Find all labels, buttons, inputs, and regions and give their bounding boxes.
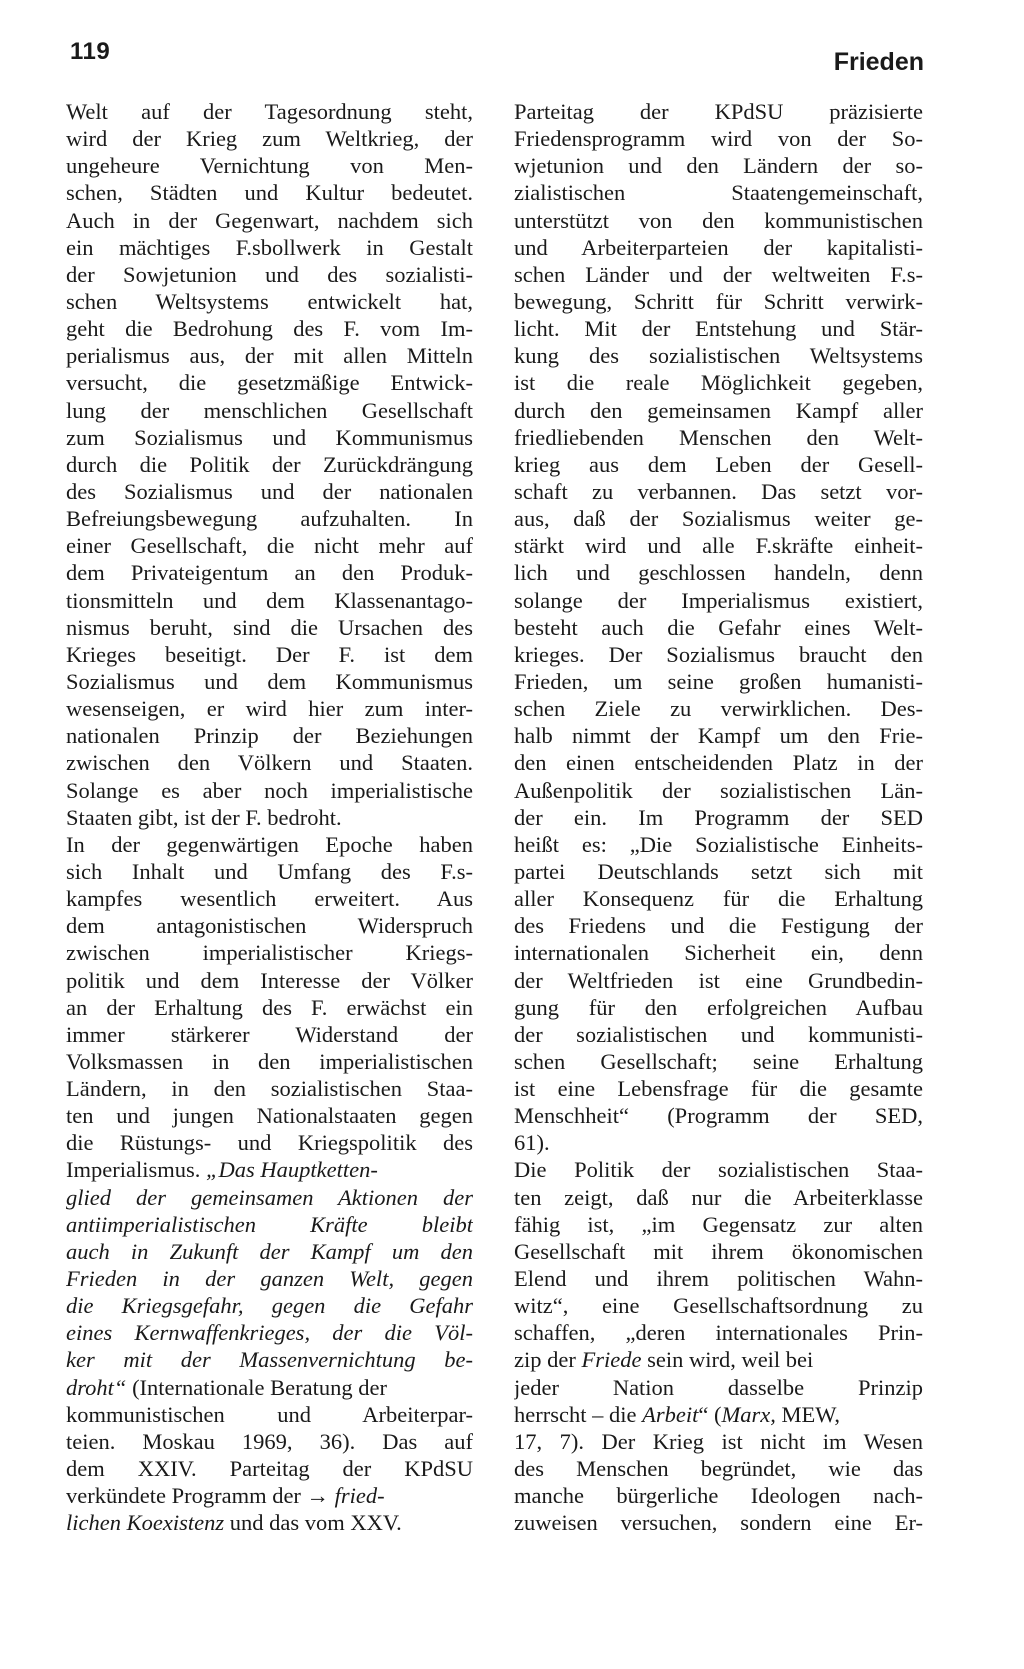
text-line: aller Konsequenz für die Erhaltung bbox=[514, 886, 923, 912]
text-line: Gesellschaft mit ihrem ökonomischen bbox=[514, 1238, 923, 1264]
text-line: Welt auf der Tagesordnung steht, bbox=[66, 99, 473, 124]
emphasis-span: Friede bbox=[581, 1347, 642, 1373]
text-line: tionsmitteln und dem Klassenantago- bbox=[66, 587, 473, 613]
text-line bbox=[66, 1211, 473, 1238]
text-line: lung der menschlichen Gesellschaft bbox=[66, 397, 473, 423]
text-line: 61). bbox=[514, 1130, 550, 1156]
text-line: zwischen den Völkern und Staaten. bbox=[66, 750, 473, 776]
text-line: Außenpolitik der sozialistischen Län- bbox=[514, 777, 923, 803]
text-line: Frieden, um seine großen humanisti- bbox=[514, 668, 923, 694]
text-line: Solange es aber noch imperialistische bbox=[66, 777, 473, 803]
text-line: nismus beruht, sind die Ursachen des bbox=[66, 614, 473, 640]
text-line: fähig ist, „im Gegensatz zur alten bbox=[514, 1211, 923, 1237]
text-line: ist eine Lebensfrage für die gesamte bbox=[514, 1076, 923, 1102]
text-span: und das vom XXV. bbox=[229, 1510, 402, 1536]
text-line: sich Inhalt und Umfang des F.s- bbox=[66, 858, 473, 884]
citation-span: (Internationale Beratung der bbox=[132, 1374, 387, 1400]
text-line bbox=[514, 1401, 923, 1428]
text-line: Menschheit“ (Programm der SED, bbox=[514, 1103, 923, 1129]
text-line bbox=[514, 1346, 923, 1373]
text-line: unterstützt von den kommunistischen bbox=[514, 207, 923, 233]
text-line: einer Gesellschaft, die nicht mehr auf bbox=[66, 533, 473, 559]
text-line: schen, Städten und Kultur bedeutet. bbox=[66, 180, 473, 206]
text-line: kommunistischen und Arbeiterpar- bbox=[66, 1401, 473, 1427]
text-line: Sozialismus und dem Kommunismus bbox=[66, 668, 473, 694]
page-number: 119 bbox=[70, 38, 111, 65]
quote-span: auch in Zukunft der Kampf um den bbox=[66, 1238, 473, 1264]
text-span: zip der bbox=[514, 1347, 576, 1373]
cross-reference-link[interactable]: lichen Koexistenz bbox=[66, 1510, 225, 1536]
right-text-column bbox=[514, 98, 923, 1536]
text-line: internationalen Sicherheit ein, denn bbox=[514, 940, 923, 966]
text-line bbox=[66, 1265, 473, 1292]
text-line: der Sowjetunion und des sozialisti- bbox=[66, 261, 473, 287]
text-line bbox=[66, 1184, 473, 1211]
text-line: dem XXIV. Parteitag der KPdSU bbox=[66, 1456, 473, 1482]
text-line: durch die Politik der Zurückdrängung bbox=[66, 451, 473, 477]
text-line: solange der Imperialismus existiert, bbox=[514, 587, 923, 613]
text-line: immer stärkerer Widerstand der bbox=[66, 1021, 473, 1047]
text-line bbox=[66, 1509, 473, 1536]
emphasis-span: Arbeit bbox=[642, 1401, 699, 1427]
text-line bbox=[66, 1156, 473, 1183]
quote-span: glied der gemeinsamen Aktionen der bbox=[66, 1184, 473, 1210]
author-reference: Marx, bbox=[721, 1401, 776, 1427]
text-line: Friedensprogramm wird von der So- bbox=[514, 126, 923, 152]
text-line: licht. Mit der Entstehung und Stär- bbox=[514, 316, 923, 342]
text-line bbox=[66, 1346, 473, 1373]
text-line: des Menschen begründet, wie das bbox=[514, 1456, 923, 1482]
text-line: zum Sozialismus und Kommunismus bbox=[66, 424, 473, 450]
text-line: zwischen imperialistischer Kriegs- bbox=[66, 940, 473, 966]
text-line: ten zeigt, daß nur die Arbeiterklasse bbox=[514, 1184, 923, 1210]
text-line: politik und dem Interesse der Völker bbox=[66, 967, 473, 993]
quote-span: „Das Hauptketten- bbox=[205, 1157, 378, 1183]
text-line: des Sozialismus und der nationalen bbox=[66, 478, 473, 504]
text-line: durch den gemeinsamen Kampf aller bbox=[514, 397, 923, 423]
text-line: des Friedens und die Festigung der bbox=[514, 913, 923, 939]
text-line: schen Ziele zu verwirklichen. Des- bbox=[514, 696, 923, 722]
text-line: witz“, eine Gesellschaftsordnung zu bbox=[514, 1293, 923, 1319]
text-line: aus, daß der Sozialismus weiter ge- bbox=[514, 506, 923, 532]
text-line: wesenseigen, er wird hier zum inter- bbox=[66, 696, 473, 722]
text-span: verkündete Programm der bbox=[66, 1483, 301, 1509]
quote-span: die Kriegsgefahr, gegen die Gefahr bbox=[66, 1293, 473, 1319]
text-line: Elend und ihrem politischen Wahn- bbox=[514, 1266, 923, 1292]
text-line: schen Weltsystems entwickelt hat, bbox=[66, 288, 473, 314]
text-line: die Rüstungs- und Kriegspolitik des bbox=[66, 1130, 473, 1156]
quote-span: antiimperialistischen Kräfte bleibt bbox=[66, 1211, 473, 1237]
text-line: zuweisen versuchen, sondern eine Er- bbox=[514, 1510, 923, 1536]
text-line: den einen entscheidenden Platz in der bbox=[514, 750, 923, 776]
text-line: Krieges beseitigt. Der F. ist dem bbox=[66, 641, 473, 667]
running-head: Frieden bbox=[833, 48, 924, 76]
text-span: Imperialismus. bbox=[66, 1157, 201, 1183]
text-line: geht die Bedrohung des F. vom Im- bbox=[66, 316, 473, 342]
text-line: schaffen, „deren internationales Prin- bbox=[514, 1320, 923, 1346]
text-line: ist die reale Möglichkeit gegeben, bbox=[514, 370, 923, 396]
text-line: Volksmassen in den imperialistischen bbox=[66, 1048, 473, 1074]
text-line: Staaten gibt, ist der F. bedroht. bbox=[66, 804, 342, 830]
arrow-reference-icon: → bbox=[306, 1483, 330, 1509]
text-line: Ländern, in den sozialistischen Staa- bbox=[66, 1076, 473, 1102]
text-line bbox=[66, 1292, 473, 1319]
text-span: “ ( bbox=[698, 1401, 722, 1427]
text-line: teien. Moskau 1969, 36). Das auf bbox=[66, 1428, 473, 1454]
text-line: gung für den erfolgreichen Aufbau bbox=[514, 994, 923, 1020]
text-line: Parteitag der KPdSU präzisierte bbox=[514, 99, 923, 124]
text-line: schen Länder und der weltweiten F.s- bbox=[514, 261, 923, 287]
text-line: bewegung, Schritt für Schritt verwirk- bbox=[514, 288, 923, 314]
quote-span: eines Kernwaffenkrieges, der die Völ- bbox=[66, 1320, 473, 1346]
text-line: wird der Krieg zum Weltkrieg, der bbox=[66, 126, 473, 152]
text-line: kampfes wesentlich erweitert. Aus bbox=[66, 886, 473, 912]
quote-span: droht“ bbox=[66, 1374, 127, 1400]
text-line: Befreiungsbewegung aufzuhalten. In bbox=[66, 506, 473, 532]
text-line: ein mächtiges F.sbollwerk in Gestalt bbox=[66, 234, 473, 260]
text-line: der Weltfrieden ist eine Grundbedin- bbox=[514, 967, 923, 993]
text-line bbox=[66, 1319, 473, 1346]
text-line: krieges. Der Sozialismus braucht den bbox=[514, 641, 923, 667]
text-line: lich und geschlossen handeln, denn bbox=[514, 560, 923, 586]
text-span: herrscht – die bbox=[514, 1401, 637, 1427]
text-line: dem Privateigentum an den Produk- bbox=[66, 560, 473, 586]
text-line: manche bürgerliche Ideologen nach- bbox=[514, 1483, 923, 1509]
text-line bbox=[66, 1374, 473, 1401]
text-line: krieg aus dem Leben der Gesell- bbox=[514, 451, 923, 477]
text-line: wjetunion und den Ländern der so- bbox=[514, 153, 923, 179]
text-line: Auch in der Gegenwart, nachdem sich bbox=[66, 207, 473, 233]
text-span: MEW, bbox=[781, 1401, 840, 1427]
text-line: heißt es: „Die Sozialistische Einheits- bbox=[514, 831, 923, 857]
text-line: an der Erhaltung des F. erwächst ein bbox=[66, 994, 473, 1020]
text-line bbox=[66, 1238, 473, 1265]
text-line: und Arbeiterparteien der kapitalisti- bbox=[514, 234, 923, 260]
text-line: kung des sozialistischen Weltsystems bbox=[514, 343, 923, 369]
text-line: In der gegenwärtigen Epoche haben bbox=[66, 831, 473, 857]
text-line: zialistischen Staatengemeinschaft, bbox=[514, 180, 923, 206]
left-text-column bbox=[66, 98, 473, 1536]
text-span: sein wird, weil bei bbox=[647, 1347, 814, 1373]
text-line: perialismus aus, der mit allen Mitteln bbox=[66, 343, 473, 369]
text-line: schaft zu verbannen. Das setzt vor- bbox=[514, 478, 923, 504]
text-line: halb nimmt der Kampf um den Frie- bbox=[514, 723, 923, 749]
text-line: schen Gesellschaft; seine Erhaltung bbox=[514, 1048, 923, 1074]
text-line: dem antagonistischen Widerspruch bbox=[66, 913, 473, 939]
cross-reference-link[interactable]: fried- bbox=[334, 1483, 385, 1509]
text-line: ten und jungen Nationalstaaten gegen bbox=[66, 1103, 473, 1129]
text-line: nationalen Prinzip der Beziehungen bbox=[66, 723, 473, 749]
text-line: jeder Nation dasselbe Prinzip bbox=[514, 1374, 923, 1400]
text-line: der sozialistischen und kommunisti- bbox=[514, 1021, 923, 1047]
text-line: stärkt wird und alle F.skräfte einheit- bbox=[514, 533, 923, 559]
text-line: friedliebenden Menschen den Welt- bbox=[514, 424, 923, 450]
text-line bbox=[66, 1482, 473, 1509]
quote-span: ker mit der Massenvernichtung be- bbox=[66, 1347, 473, 1373]
text-line: Die Politik der sozialistischen Staa- bbox=[514, 1157, 923, 1183]
text-line: besteht auch die Gefahr eines Welt- bbox=[514, 614, 923, 640]
text-line: ungeheure Vernichtung von Men- bbox=[66, 153, 473, 179]
text-line: versucht, die gesetzmäßige Entwick- bbox=[66, 370, 473, 396]
text-line: der ein. Im Programm der SED bbox=[514, 804, 923, 830]
quote-span: Frieden in der ganzen Welt, gegen bbox=[66, 1266, 473, 1292]
text-line: partei Deutschlands setzt sich mit bbox=[514, 858, 923, 884]
text-line: 17, 7). Der Krieg ist nicht im Wesen bbox=[514, 1428, 923, 1454]
